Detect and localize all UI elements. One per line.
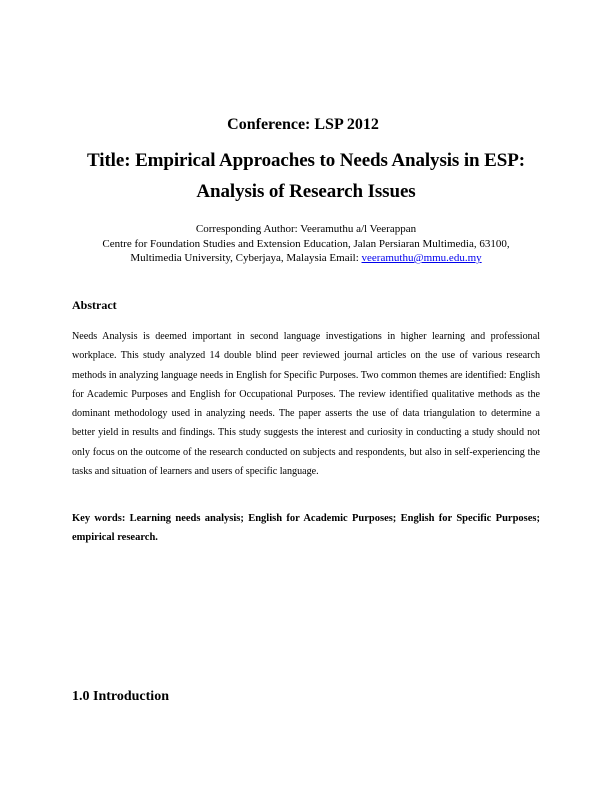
introduction-heading: 1.0 Introduction bbox=[72, 689, 169, 704]
corresponding-author: Corresponding Author: Veeramuthu a/l Veerappan bbox=[195, 223, 417, 235]
affiliation-line-2 bbox=[0, 252, 612, 265]
abstract-text: Needs Analysis is deemed important in second language investigations in higher learning and professional workplace. This study analyzed 14 double blind peer reviewed journal articles on the use of various research methods in analyzing language needs in English for Specific Purposes. Two common themes are identified: English for Academic Purposes and English for Occupational Purposes. The review identified qualitative methods as the dominant methodology used in analyzing needs. The paper asserts the use of data triangulation to determine a better yield in results and findings. This study suggests the interest and curiosity in conducting a study should not only focus on the outcome of the research conducted on subjects and respondents, but also in self-experiencing the tasks and situation of learners and users of specific language. bbox=[72, 331, 540, 477]
author-email-link[interactable]: veeramuthu@mmu.edu.my bbox=[361, 252, 482, 264]
abstract-heading: Abstract bbox=[72, 298, 117, 312]
paper-title-line-2: Analysis of Research Issues bbox=[196, 181, 416, 202]
keywords: Key words: Learning needs analysis; English for Academic Purposes; English for Specific Purposes; empirical research. bbox=[72, 513, 540, 543]
conference-label: Conference: LSP 2012 bbox=[227, 116, 379, 133]
affiliation-location: Multimedia University, Cyberjaya, Malaysia Email: bbox=[130, 252, 362, 264]
paper-title-line-1: Title: Empirical Approaches to Needs Analysis in ESP: bbox=[87, 150, 525, 171]
affiliation-line-1: Centre for Foundation Studies and Extension Education, Jalan Persiaran Multimedia, 63100, bbox=[102, 238, 510, 250]
